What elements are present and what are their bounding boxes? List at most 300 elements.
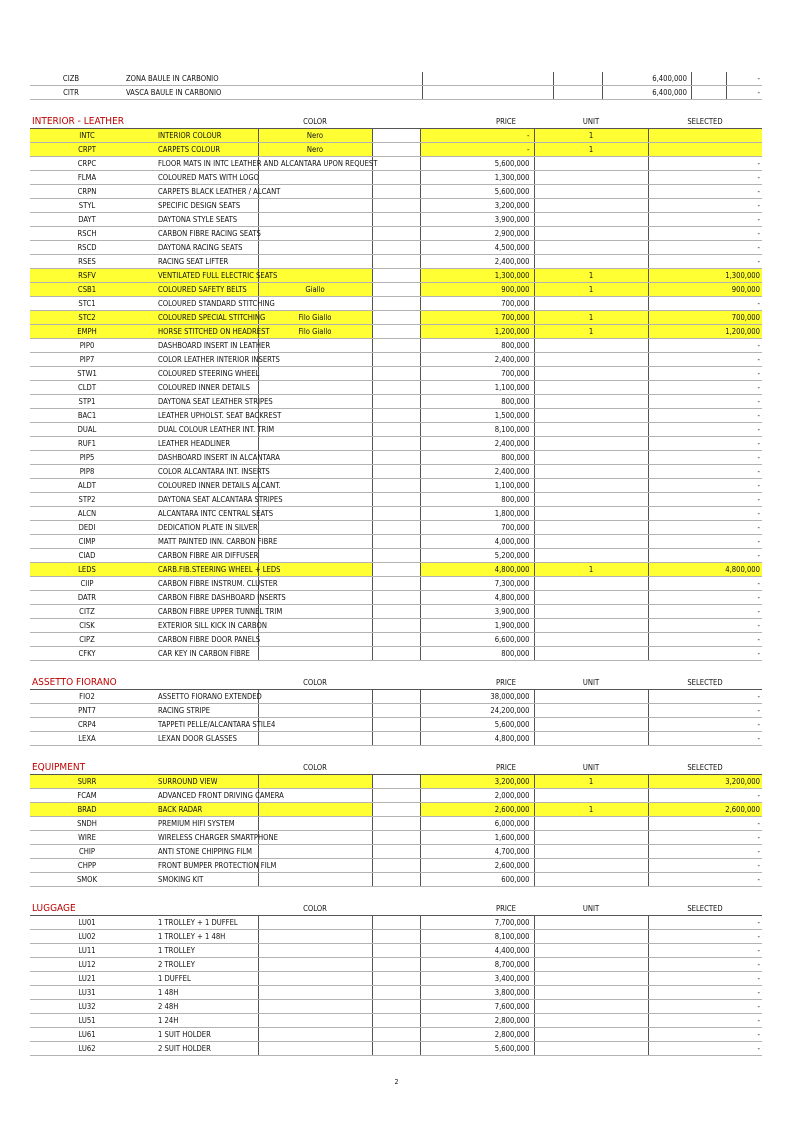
option-price: 2,400,000	[420, 255, 534, 269]
option-description: ALCANTARA INTC CENTRAL SEATS	[144, 507, 258, 521]
option-color	[258, 704, 372, 718]
option-unit	[534, 521, 648, 535]
option-price: 4,800,000	[420, 563, 534, 577]
option-code: LU51	[30, 1014, 144, 1028]
section-equipment	[30, 760, 762, 887]
option-color	[258, 437, 372, 451]
option-price: 800,000	[420, 493, 534, 507]
option-row	[30, 619, 762, 633]
option-color	[258, 367, 372, 381]
option-selected-total: -	[648, 605, 762, 619]
option-selected-total: -	[727, 86, 763, 100]
option-code: PIP8	[30, 465, 144, 479]
spacer-cell	[372, 1028, 420, 1042]
option-color	[258, 803, 372, 817]
option-selected-total: -	[648, 647, 762, 661]
option-price: 700,000	[420, 521, 534, 535]
section-table	[30, 675, 762, 746]
option-selected-total: -	[648, 507, 762, 521]
option-selected-total: 4,800,000	[648, 563, 762, 577]
spacer-cell	[372, 437, 420, 451]
option-price: 700,000	[420, 311, 534, 325]
option-row	[30, 958, 762, 972]
option-code: CISK	[30, 619, 144, 633]
option-code: BAC1	[30, 409, 144, 423]
option-selected-total: -	[648, 831, 762, 845]
spacer-cell	[372, 423, 420, 437]
option-description: 1 DUFFEL	[144, 972, 258, 986]
option-code: STC2	[30, 311, 144, 325]
option-description: FLOOR MATS IN INTC LEATHER AND ALCANTARA UPON REQUEST	[144, 157, 258, 171]
option-selected-total: -	[648, 958, 762, 972]
option-code: CHPP	[30, 859, 144, 873]
option-price: 5,200,000	[420, 549, 534, 563]
spacer-cell	[372, 1014, 420, 1028]
option-price: 2,400,000	[420, 437, 534, 451]
option-color	[258, 986, 372, 1000]
option-selected-total: -	[648, 789, 762, 803]
option-description: RACING STRIPE	[144, 704, 258, 718]
option-row	[30, 479, 762, 493]
option-selected-total: -	[648, 873, 762, 887]
option-code: LU01	[30, 916, 144, 930]
option-row	[30, 1014, 762, 1028]
option-row	[30, 647, 762, 661]
option-description: INTERIOR COLOUR	[144, 129, 258, 143]
option-unit	[534, 633, 648, 647]
option-color	[258, 619, 372, 633]
option-selected-total: -	[648, 916, 762, 930]
option-description: SURROUND VIEW	[144, 775, 258, 789]
option-selected-total: -	[648, 409, 762, 423]
option-price: 1,100,000	[420, 479, 534, 493]
option-price: 8,700,000	[420, 958, 534, 972]
option-unit	[534, 241, 648, 255]
spacer-cell	[372, 633, 420, 647]
option-description: 2 48H	[144, 1000, 258, 1014]
option-price: 6,400,000	[603, 86, 692, 100]
option-code: WIRE	[30, 831, 144, 845]
option-description: CARBON FIBRE INSTRUM. CLUSTER	[144, 577, 258, 591]
option-selected-total: -	[648, 157, 762, 171]
spacer-cell	[372, 675, 420, 690]
spacer-cell	[372, 605, 420, 619]
option-price: 1,200,000	[420, 325, 534, 339]
option-unit	[534, 367, 648, 381]
option-row	[30, 873, 762, 887]
option-row	[30, 1042, 762, 1056]
spacer-cell	[372, 395, 420, 409]
option-price: 6,000,000	[420, 817, 534, 831]
section-title: LUGGAGE	[30, 901, 258, 916]
option-price: -	[420, 143, 534, 157]
option-price: 800,000	[420, 339, 534, 353]
option-code: CIPZ	[30, 633, 144, 647]
option-code: LU61	[30, 1028, 144, 1042]
option-selected-total: -	[648, 241, 762, 255]
option-unit	[534, 1014, 648, 1028]
spacer-cell	[372, 185, 420, 199]
option-description: TAPPETI PELLE/ALCANTARA STILE4	[144, 718, 258, 732]
option-color	[258, 732, 372, 746]
option-row-selected	[30, 283, 762, 297]
option-unit	[534, 718, 648, 732]
sections	[30, 114, 762, 1056]
option-selected-total: -	[648, 845, 762, 859]
option-description: LEXAN DOOR GLASSES	[144, 732, 258, 746]
option-color	[258, 255, 372, 269]
column-header-unit: UNIT	[534, 114, 648, 129]
option-unit	[534, 831, 648, 845]
option-price: 1,500,000	[420, 409, 534, 423]
option-row	[30, 493, 762, 507]
option-code: LU31	[30, 986, 144, 1000]
option-price: 1,100,000	[420, 381, 534, 395]
option-code: CHIP	[30, 845, 144, 859]
option-price: 4,500,000	[420, 241, 534, 255]
option-code: LU02	[30, 930, 144, 944]
option-color	[258, 521, 372, 535]
option-color: Nero	[258, 129, 372, 143]
option-row	[30, 605, 762, 619]
option-selected-total: -	[648, 297, 762, 311]
option-code: PNT7	[30, 704, 144, 718]
option-selected-total: -	[648, 521, 762, 535]
option-unit	[534, 339, 648, 353]
option-code: PIP5	[30, 451, 144, 465]
option-row	[30, 465, 762, 479]
option-code: DATR	[30, 591, 144, 605]
option-description: COLOURED SAFETY BELTS	[144, 283, 258, 297]
option-price: 6,400,000	[603, 72, 692, 86]
option-price: 2,600,000	[420, 859, 534, 873]
option-description: WIRELESS CHARGER SMARTPHONE	[144, 831, 258, 845]
option-code: STP2	[30, 493, 144, 507]
option-price: 2,000,000	[420, 789, 534, 803]
option-price: 2,400,000	[420, 465, 534, 479]
option-color	[258, 690, 372, 704]
option-unit	[534, 845, 648, 859]
option-unit	[534, 986, 648, 1000]
option-unit	[692, 72, 727, 86]
option-description: 2 TROLLEY	[144, 958, 258, 972]
option-selected-total: -	[648, 535, 762, 549]
spacer-cell	[372, 283, 420, 297]
option-unit	[534, 859, 648, 873]
spacer-cell	[372, 297, 420, 311]
spacer-cell	[372, 817, 420, 831]
option-selected-total: -	[648, 633, 762, 647]
column-header-color: COLOR	[258, 114, 372, 129]
option-description: CARPETS BLACK LEATHER / ALCANT	[144, 185, 258, 199]
spacer-cell	[372, 859, 420, 873]
option-color	[258, 213, 372, 227]
option-unit	[534, 353, 648, 367]
option-description: 1 24H	[144, 1014, 258, 1028]
option-unit: 1	[534, 311, 648, 325]
option-description: DASHBOARD INSERT IN LEATHER	[144, 339, 258, 353]
option-selected-total: -	[648, 1042, 762, 1056]
option-price: 7,600,000	[420, 1000, 534, 1014]
option-color	[258, 873, 372, 887]
option-row	[30, 789, 762, 803]
column-header-unit: UNIT	[534, 675, 648, 690]
spacer-cell	[372, 789, 420, 803]
option-selected-total: -	[648, 451, 762, 465]
spacer-cell	[372, 199, 420, 213]
option-description: EXTERIOR SILL KICK IN CARBON	[144, 619, 258, 633]
option-code: CRP4	[30, 718, 144, 732]
option-color	[258, 916, 372, 930]
option-description: RACING SEAT LIFTER	[144, 255, 258, 269]
option-selected-total: 700,000	[648, 311, 762, 325]
option-unit	[534, 507, 648, 521]
option-color	[258, 549, 372, 563]
option-color	[258, 199, 372, 213]
option-color	[258, 227, 372, 241]
option-row	[30, 241, 762, 255]
column-header-unit: UNIT	[534, 901, 648, 916]
spacer-cell	[372, 381, 420, 395]
option-row	[30, 451, 762, 465]
spacer-cell	[372, 171, 420, 185]
option-selected-total: -	[648, 718, 762, 732]
option-selected-total: -	[648, 367, 762, 381]
option-code: RSCD	[30, 241, 144, 255]
option-color	[258, 507, 372, 521]
section-assetto-fiorano	[30, 675, 762, 746]
option-selected-total: -	[648, 986, 762, 1000]
option-description: COLOURED INNER DETAILS ALCANT.	[144, 479, 258, 493]
option-row	[30, 831, 762, 845]
option-color	[258, 297, 372, 311]
spacer-cell	[372, 873, 420, 887]
spacer-cell	[372, 549, 420, 563]
option-row	[30, 549, 762, 563]
option-price: -	[420, 129, 534, 143]
option-description: DAYTONA SEAT LEATHER STRIPES	[144, 395, 258, 409]
option-unit	[534, 605, 648, 619]
column-header-selected: SELECTED	[648, 675, 762, 690]
option-row	[30, 817, 762, 831]
option-row	[30, 171, 762, 185]
option-code: SURR	[30, 775, 144, 789]
option-color: Filo Giallo	[258, 311, 372, 325]
spacer-cell	[372, 339, 420, 353]
option-description: CARBON FIBRE DASHBOARD INSERTS	[144, 591, 258, 605]
option-color	[258, 633, 372, 647]
option-row	[30, 1028, 762, 1042]
option-row	[30, 535, 762, 549]
option-selected-total: -	[648, 423, 762, 437]
option-description: CARB.FIB.STEERING WHEEL + LEDS	[144, 563, 258, 577]
option-selected-total: -	[648, 930, 762, 944]
option-description: DUAL COLOUR LEATHER INT. TRIM	[144, 423, 258, 437]
option-color	[258, 381, 372, 395]
option-selected-total: -	[648, 213, 762, 227]
option-row	[30, 732, 762, 746]
option-unit	[534, 381, 648, 395]
option-color	[258, 241, 372, 255]
option-description: CARPETS COLOUR	[144, 143, 258, 157]
option-price: 700,000	[420, 367, 534, 381]
option-unit	[534, 916, 648, 930]
option-unit	[534, 647, 648, 661]
option-selected-total: -	[648, 704, 762, 718]
option-color	[258, 944, 372, 958]
option-row	[30, 577, 762, 591]
option-description: COLOR LEATHER INTERIOR INSERTS	[144, 353, 258, 367]
spacer-cell	[372, 577, 420, 591]
option-price: 800,000	[420, 395, 534, 409]
option-code: CRPT	[30, 143, 144, 157]
option-price: 8,100,000	[420, 930, 534, 944]
spacer-cell	[372, 129, 420, 143]
option-code: LU62	[30, 1042, 144, 1056]
option-unit	[534, 409, 648, 423]
option-unit: 1	[534, 563, 648, 577]
option-description: SPECIFIC DESIGN SEATS	[144, 199, 258, 213]
option-description: PREMIUM HIFI SYSTEM	[144, 817, 258, 831]
option-code: CITZ	[30, 605, 144, 619]
spacer-cell	[372, 311, 420, 325]
option-price: 1,300,000	[420, 171, 534, 185]
option-description: FRONT BUMPER PROTECTION FILM	[144, 859, 258, 873]
option-color	[258, 718, 372, 732]
column-header-selected: SELECTED	[648, 760, 762, 775]
option-code: LU12	[30, 958, 144, 972]
option-price: 3,900,000	[420, 213, 534, 227]
option-description: COLOR ALCANTARA INT. INSERTS	[144, 465, 258, 479]
option-price: 600,000	[420, 873, 534, 887]
price-list-sheet	[30, 72, 762, 1056]
option-selected-total: -	[648, 732, 762, 746]
option-description: DAYTONA RACING SEATS	[144, 241, 258, 255]
option-unit	[534, 873, 648, 887]
column-header-color: COLOR	[258, 901, 372, 916]
spacer-cell	[372, 114, 420, 129]
option-description: HORSE STITCHED ON HEADREST	[144, 325, 258, 339]
option-code: STW1	[30, 367, 144, 381]
option-description: DEDICATION PLATE IN SILVER	[144, 521, 258, 535]
spacer-cell	[372, 845, 420, 859]
option-description: 1 SUIT HOLDER	[144, 1028, 258, 1042]
option-unit: 1	[534, 283, 648, 297]
option-unit	[534, 619, 648, 633]
column-header-selected: SELECTED	[648, 901, 762, 916]
option-description: COLOURED INNER DETAILS	[144, 381, 258, 395]
section-header	[30, 675, 762, 690]
option-price: 1,600,000	[420, 831, 534, 845]
spacer-cell	[372, 972, 420, 986]
section-luggage	[30, 901, 762, 1056]
option-unit	[534, 535, 648, 549]
option-unit	[534, 1042, 648, 1056]
option-unit	[534, 479, 648, 493]
section-table	[30, 760, 762, 887]
section-title: EQUIPMENT	[30, 760, 258, 775]
option-unit	[534, 732, 648, 746]
spacer-cell	[372, 255, 420, 269]
option-row	[30, 339, 762, 353]
option-price: 4,000,000	[420, 535, 534, 549]
option-code: FIO2	[30, 690, 144, 704]
option-row	[30, 213, 762, 227]
option-color	[258, 423, 372, 437]
option-selected-total: -	[648, 1000, 762, 1014]
top-rows	[30, 72, 762, 100]
option-selected-total: -	[648, 395, 762, 409]
spacer-cell	[372, 1000, 420, 1014]
spacer-cell	[554, 72, 603, 86]
option-price: 4,800,000	[420, 591, 534, 605]
option-price: 6,600,000	[420, 633, 534, 647]
option-unit	[534, 549, 648, 563]
option-code: STYL	[30, 199, 144, 213]
spacer-cell	[372, 241, 420, 255]
option-selected-total: 2,600,000	[648, 803, 762, 817]
option-description: LEATHER UPHOLST. SEAT BACKREST	[144, 409, 258, 423]
option-selected-total: -	[648, 479, 762, 493]
option-unit: 1	[534, 129, 648, 143]
option-row	[30, 381, 762, 395]
option-color	[258, 958, 372, 972]
option-code: LEDS	[30, 563, 144, 577]
option-row-selected	[30, 803, 762, 817]
option-unit	[534, 465, 648, 479]
spacer-cell	[372, 535, 420, 549]
option-row	[30, 353, 762, 367]
page-number: 2	[394, 1078, 399, 1086]
option-price: 2,800,000	[420, 1028, 534, 1042]
option-code: CSB1	[30, 283, 144, 297]
option-row	[30, 521, 762, 535]
spacer-cell	[372, 325, 420, 339]
option-selected-total: -	[648, 591, 762, 605]
option-code: INTC	[30, 129, 144, 143]
option-color: Nero	[258, 143, 372, 157]
option-color	[423, 86, 554, 100]
option-unit	[534, 958, 648, 972]
option-code: CLDT	[30, 381, 144, 395]
spacer-cell	[372, 986, 420, 1000]
option-code: LU21	[30, 972, 144, 986]
option-code: RUF1	[30, 437, 144, 451]
option-description: DAYTONA STYLE SEATS	[144, 213, 258, 227]
option-selected-total	[648, 129, 762, 143]
option-unit	[534, 213, 648, 227]
option-unit	[534, 930, 648, 944]
option-price: 2,900,000	[420, 227, 534, 241]
option-unit: 1	[534, 143, 648, 157]
option-row	[30, 845, 762, 859]
option-code: LU32	[30, 1000, 144, 1014]
option-color	[258, 465, 372, 479]
option-unit	[534, 451, 648, 465]
option-price: 38,000,000	[420, 690, 534, 704]
option-row	[30, 437, 762, 451]
option-selected-total: -	[648, 465, 762, 479]
option-color	[258, 339, 372, 353]
option-unit	[534, 1000, 648, 1014]
option-selected-total: -	[648, 493, 762, 507]
option-code: PIP7	[30, 353, 144, 367]
option-code: CRPN	[30, 185, 144, 199]
option-code: LEXA	[30, 732, 144, 746]
option-price: 7,300,000	[420, 577, 534, 591]
option-selected-total: -	[648, 577, 762, 591]
spacer-cell	[554, 86, 603, 100]
